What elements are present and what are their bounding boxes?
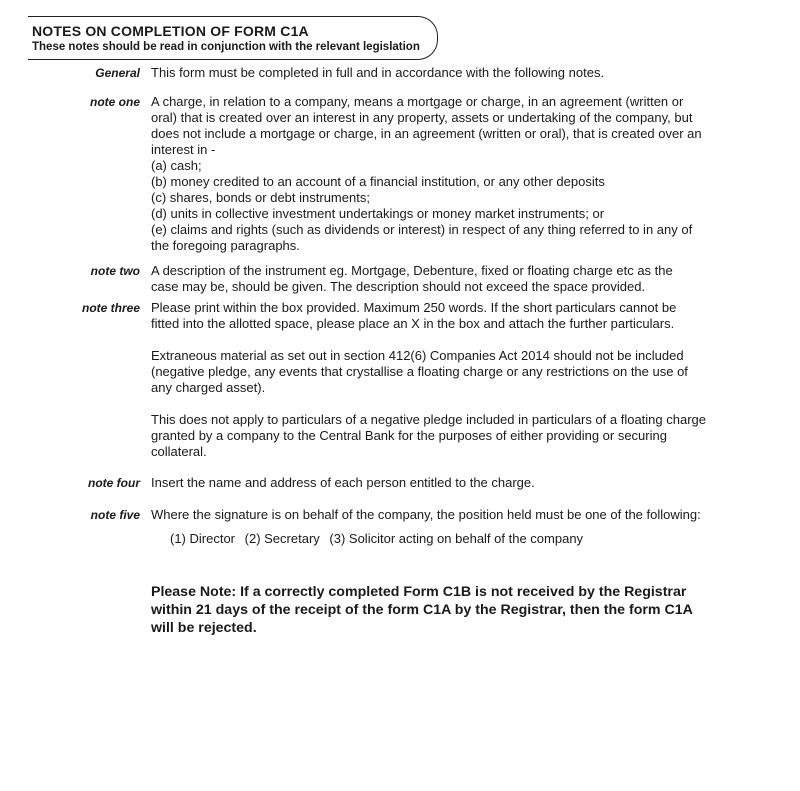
note-line: oral) that is created over an interest in any property, assets or undertaking of the company, but — [151, 110, 693, 125]
note-label-three: note three — [81, 301, 140, 315]
note-line: any charged asset). — [151, 380, 266, 395]
note-line: A charge, in relation to a company, means a mortgage or charge, in an agreement (written or — [151, 94, 684, 109]
note-text: Where the signature is on behalf of the company, the position held must be one of the following: — [151, 507, 701, 522]
note-line: granted by a company to the Central Bank for the purposes of either providing or securing — [151, 428, 667, 443]
warning-line: within 21 days of the receipt of the form C1A by the Registrar, then the form C1A — [151, 602, 693, 618]
note-line: interest in - — [151, 142, 216, 157]
note-line: Please print within the box provided. Maximum 250 words. If the short particulars cannot be — [151, 300, 677, 315]
note-line: does not include a mortgage or charge, in an agreement (written or oral), that is created over an — [151, 126, 702, 141]
note-line: This does not apply to particulars of a negative pledge included in particulars of a floating charge — [151, 412, 707, 427]
note-body-general — [151, 65, 741, 81]
note-body-two — [151, 263, 741, 295]
note-text: Insert the name and address of each person entitled to the charge. — [151, 475, 535, 490]
page-title: NOTES ON COMPLETION OF FORM C1A — [32, 23, 309, 39]
position-secretary: (2) Secretary — [244, 531, 320, 546]
please-note-warning — [151, 583, 751, 637]
warning-line: will be rejected. — [151, 620, 257, 636]
note-label-four: note four — [88, 476, 140, 490]
note-line: Extraneous material as set out in section 412(6) Companies Act 2014 should not be included — [151, 348, 684, 363]
note-line: (negative pledge, any events that crystallise a floating charge or any restrictions on the use of — [151, 364, 688, 379]
position-director: (1) Director — [170, 531, 236, 546]
note-label-general: General — [95, 66, 140, 80]
note-body-five — [151, 507, 741, 523]
list-item: (a) cash; — [151, 158, 202, 173]
note-line: fitted into the allotted space, please place an X in the box and attach the further particulars. — [151, 316, 675, 331]
warning-line: Please Note: If a correctly completed Form C1B is not received by the Registrar — [151, 584, 687, 600]
list-item: (d) units in collective investment undertakings or money market instruments; or — [151, 206, 605, 221]
position-solicitor: (3) Solicitor acting on behalf of the company — [329, 531, 584, 546]
note-paragraph — [151, 412, 741, 460]
note-label-five: note five — [90, 508, 140, 522]
page-subtitle: These notes should be read in conjunction with the relevant legislation — [32, 41, 420, 53]
notes-header-box — [28, 16, 438, 60]
position-list — [170, 531, 589, 547]
list-item: the foregoing paragraphs. — [151, 238, 300, 253]
note-body-four — [151, 475, 741, 491]
note-body-three — [151, 300, 741, 460]
note-line: A description of the instrument eg. Mortgage, Debenture, fixed or floating charge etc as the — [151, 263, 673, 278]
note-body-one — [151, 94, 741, 254]
note-label-two: note two — [90, 264, 140, 278]
note-label-one: note one — [90, 95, 140, 109]
list-item: (b) money credited to an account of a financial institution, or any other deposits — [151, 174, 605, 189]
note-paragraph — [151, 348, 741, 396]
note-paragraph — [151, 300, 741, 332]
note-line: collateral. — [151, 444, 207, 459]
list-item: (e) claims and rights (such as dividends or interest) in respect of any thing referred to in any of — [151, 222, 693, 237]
list-item: (c) shares, bonds or debt instruments; — [151, 190, 370, 205]
note-text: This form must be completed in full and in accordance with the following notes. — [151, 65, 605, 80]
note-line: case may be, should be given. The description should not exceed the space provided. — [151, 279, 646, 294]
